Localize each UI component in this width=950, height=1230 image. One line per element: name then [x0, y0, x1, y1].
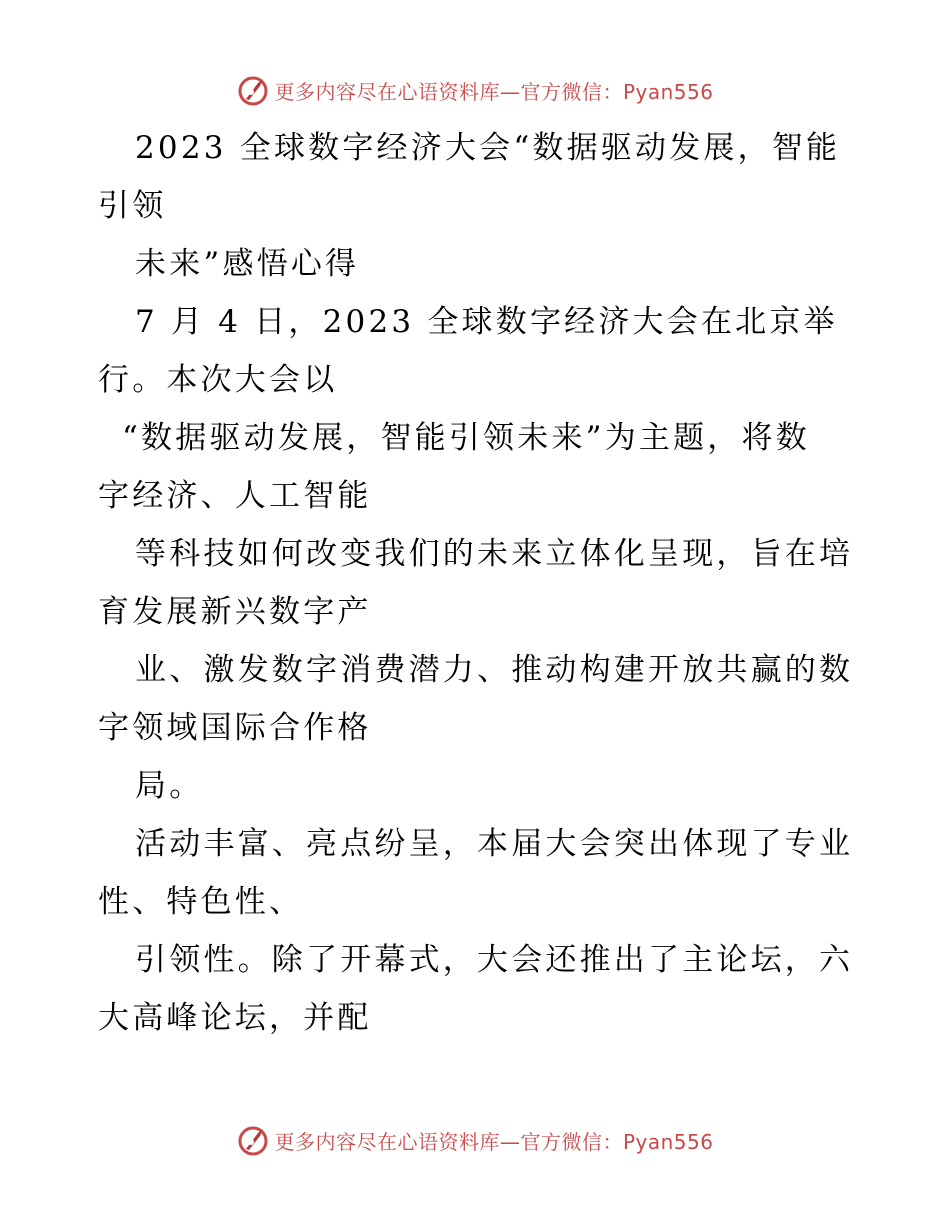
quill-logo-icon: [236, 1123, 270, 1157]
quill-logo-icon: [236, 73, 270, 107]
watermark-wechat: 官方微信：Pyan556: [520, 1129, 714, 1154]
text-line: 局。: [135, 768, 204, 804]
text-line: 业、激发数字消费潜力、推动构建开放共赢的数: [135, 652, 854, 688]
text-line: 字经济、人工智能: [98, 478, 372, 514]
watermark-wechat: 官方微信：Pyan556: [520, 79, 714, 104]
text-line: 性、特色性、: [98, 884, 304, 920]
watermark-site-name: 更多内容尽在心语资料库: [274, 79, 500, 104]
text-line: 2023 全球数字经济大会“数据驱动发展，智能: [135, 130, 841, 166]
text-line: 育发展新兴数字产: [98, 594, 372, 630]
watermark-site-name: 更多内容尽在心语资料库: [274, 1129, 500, 1154]
text-line: 引领: [98, 188, 167, 224]
text-line: “数据驱动发展，智能引领未来”为主题，将数: [122, 420, 810, 456]
watermark-text: [274, 76, 713, 105]
header-watermark: [0, 70, 950, 110]
text-line: 未来”感悟心得: [135, 246, 360, 282]
text-line: 7 月 4 日，2023 全球数字经济大会在北京举: [135, 304, 838, 340]
footer-watermark: [0, 1120, 950, 1160]
watermark-text: [274, 1126, 713, 1155]
text-line: 等科技如何改变我们的未来立体化呈现，旨在培: [135, 536, 854, 572]
text-line: 行。本次大会以: [98, 362, 338, 398]
watermark-dash: —: [499, 79, 521, 104]
text-line: 大高峰论坛，并配: [98, 1000, 372, 1036]
watermark-dash: —: [499, 1129, 521, 1154]
text-line: 引领性。除了开幕式，大会还推出了主论坛，六: [135, 942, 854, 978]
text-line: 活动丰富、亮点纷呈，本届大会突出体现了专业: [135, 826, 854, 862]
text-line: 字领域国际合作格: [98, 710, 372, 746]
